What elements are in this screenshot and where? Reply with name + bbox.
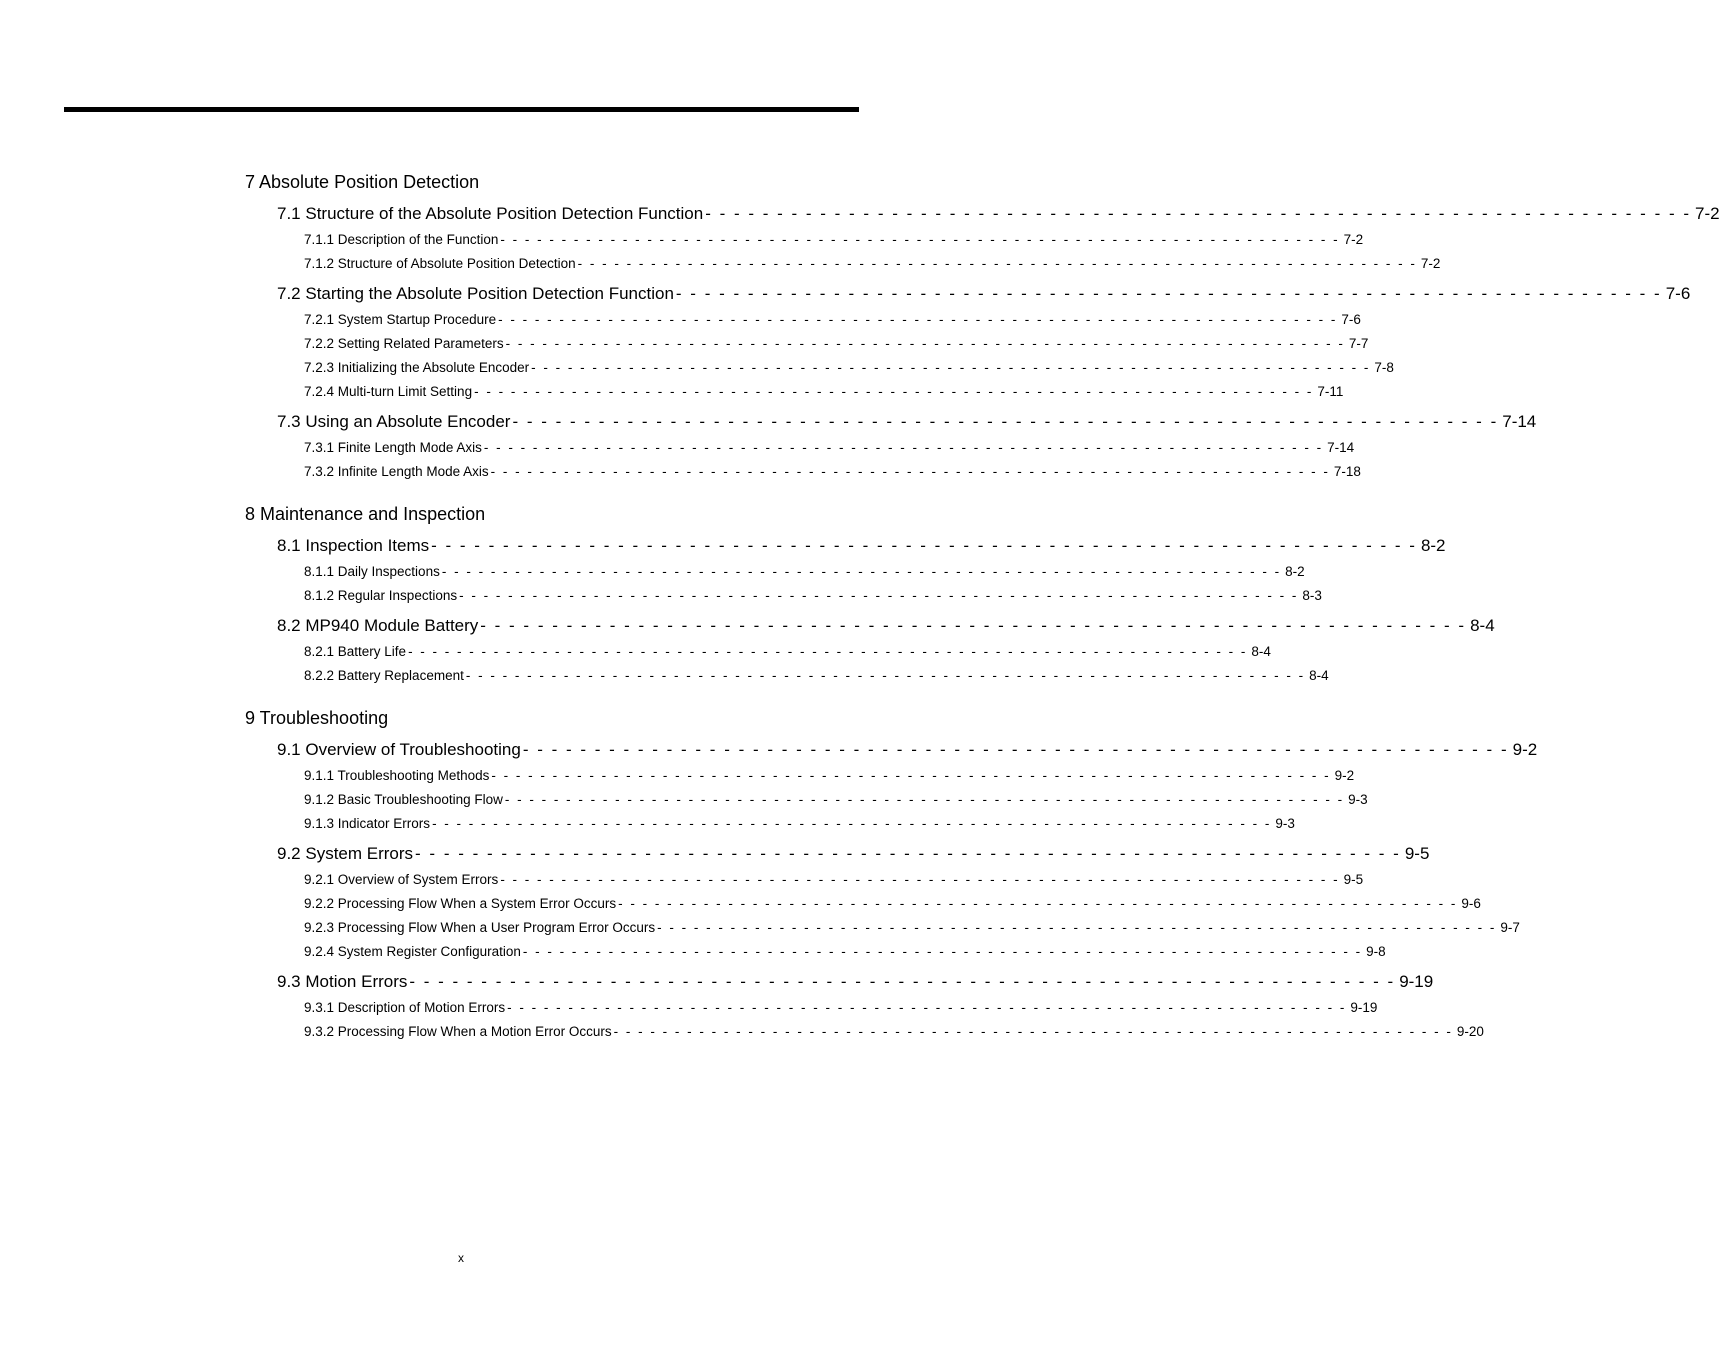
dot-leader: - - - - - - - - - - - - - - - - - - - - - - - - - - - - - - - - - - - - - - - - - - - - - - - - - - - - - - - - - - - - - - - - - - - - -: [505, 336, 1345, 351]
section-entry-label: 7.2 Starting the Absolute Position Detection Function: [277, 284, 674, 303]
header-rule: [64, 107, 859, 112]
subsection-entry-label: 7.2.1 System Startup Procedure: [304, 312, 497, 327]
subsection-entry-page: 7-6: [1341, 312, 1361, 327]
subsection-entry-label: 9.3.1 Description of Motion Errors: [304, 1000, 506, 1015]
subsection-entry-page: 9-3: [1275, 816, 1295, 831]
dot-leader: - - - - - - - - - - - - - - - - - - - - - - - - - - - - - - - - - - - - - - - - - - - - - - - - - - - - - - - - - - - - - - - - - - - - -: [500, 232, 1340, 247]
dot-leader: - - - - - - - - - - - - - - - - - - - - - - - - - - - - - - - - - - - - - - - - - - - - - - - - - - - - - - - - - - - - - - - - - - - - -: [459, 588, 1299, 603]
dot-leader: - - - - - - - - - - - - - - - - - - - - - - - - - - - - - - - - - - - - - - - - - - - - - - - - - - - - - - - - - - - - - - - - - - - - -: [465, 668, 1306, 683]
subsection-entry-page: 7-11: [1317, 384, 1344, 399]
subsection-entry-page: 9-8: [1366, 944, 1386, 959]
section-entry[interactable]: [277, 202, 1720, 226]
dot-leader: - - - - - - - - - - - - - - - - - - - - - - - - - - - - - - - - - - - - - - - - - - - - - - - - - - - - - - - - - - - - - - - - - - - - -: [408, 644, 1248, 659]
subsection-entry-label: 7.2.3 Initializing the Absolute Encoder: [304, 360, 530, 375]
dot-leader: - - - - - - - - - - - - - - - - - - - - - - - - - - - - - - - - - - - - - - - - - - - - - - - - - - - - - - - - - - - - - - - - - - - - -: [675, 284, 1662, 303]
section-entry-page: 9-19: [1399, 972, 1434, 991]
subsection-entry[interactable]: [304, 356, 1394, 380]
subsection-entry[interactable]: [304, 1020, 1484, 1044]
chapter-title[interactable]: 9 Troubleshooting: [245, 708, 389, 728]
dot-leader: - - - - - - - - - - - - - - - - - - - - - - - - - - - - - - - - - - - - - - - - - - - - - - - - - - - - - - - - - - - - - - - - - - - - -: [613, 1024, 1453, 1039]
toc-chapter: [245, 706, 1538, 1044]
subsection-entry[interactable]: [304, 788, 1368, 812]
subsection-entry[interactable]: [304, 812, 1295, 836]
subsection-entry[interactable]: [304, 332, 1369, 356]
section-entry[interactable]: [277, 534, 1446, 558]
section-entry-page: 7-6: [1665, 284, 1691, 303]
dot-leader: - - - - - - - - - - - - - - - - - - - - - - - - - - - - - - - - - - - - - - - - - - - - - - - - - - - - - - - - - - - - - - - - - - - - -: [441, 564, 1282, 579]
dot-leader: - - - - - - - - - - - - - - - - - - - - - - - - - - - - - - - - - - - - - - - - - - - - - - - - - - - - - - - - - - - - - - - - - - - - -: [491, 768, 1331, 783]
subsection-entry[interactable]: [304, 252, 1441, 276]
subsection-entry-page: 9-7: [1500, 920, 1520, 935]
subsection-entry[interactable]: [304, 380, 1344, 404]
section-entry[interactable]: [277, 842, 1430, 866]
section-entry-page: 7-14: [1502, 412, 1537, 431]
section-entry[interactable]: [277, 738, 1538, 762]
subsection-entry-label: 9.2.1 Overview of System Errors: [304, 872, 499, 887]
subsection-entry-page: 7-2: [1343, 232, 1364, 247]
subsection-entry-label: 9.1.3 Indicator Errors: [304, 816, 431, 831]
subsection-entry[interactable]: [304, 916, 1520, 940]
section-entry-label: 7.3 Using an Absolute Encoder: [277, 412, 511, 431]
section-entry-label: 8.2 MP940 Module Battery: [277, 616, 479, 635]
subsection-entry-page: 8-2: [1285, 564, 1305, 579]
subsection-entry-page: 9-2: [1334, 768, 1355, 783]
subsection-entry[interactable]: [304, 436, 1355, 460]
dot-leader: - - - - - - - - - - - - - - - - - - - - - - - - - - - - - - - - - - - - - - - - - - - - - - - - - - - - - - - - - - - - - - - - - - - - -: [504, 792, 1345, 807]
subsection-entry-page: 8-3: [1302, 588, 1322, 603]
subsection-entry-label: 9.1.1 Troubleshooting Methods: [304, 768, 490, 783]
subsection-entry[interactable]: [304, 940, 1386, 964]
toc-section: [245, 738, 1538, 836]
dot-leader: - - - - - - - - - - - - - - - - - - - - - - - - - - - - - - - - - - - - - - - - - - - - - - - - - - - - - - - - - - - - - - - - - - - - -: [577, 256, 1417, 271]
dot-leader: - - - - - - - - - - - - - - - - - - - - - - - - - - - - - - - - - - - - - - - - - - - - - - - - - - - - - - - - - - - - - - - - - - - - -: [483, 440, 1324, 455]
toc-section: [245, 410, 1537, 484]
toc-section: [245, 842, 1520, 964]
section-entry-page: 8-4: [1470, 616, 1495, 635]
page-number: x: [458, 1251, 464, 1265]
subsection-entry-page: 9-20: [1456, 1024, 1484, 1039]
subsection-entry-page: 7-2: [1420, 256, 1441, 271]
section-entry-page: 9-5: [1404, 844, 1430, 863]
table-of-contents: [245, 170, 1720, 1062]
dot-leader: - - - - - - - - - - - - - - - - - - - - - - - - - - - - - - - - - - - - - - - - - - - - - - - - - - - - - - - - - - - - - - - - - - - - -: [415, 844, 1401, 863]
subsection-entry-page: 7-7: [1348, 336, 1369, 351]
subsection-entry-page: 8-4: [1251, 644, 1271, 659]
section-entry-page: 9-2: [1512, 740, 1538, 759]
subsection-entry-page: 9-5: [1343, 872, 1364, 887]
dot-leader: - - - - - - - - - - - - - - - - - - - - - - - - - - - - - - - - - - - - - - - - - - - - - - - - - - - - - - - - - - - - - - - - - - - - -: [432, 816, 1272, 831]
dot-leader: - - - - - - - - - - - - - - - - - - - - - - - - - - - - - - - - - - - - - - - - - - - - - - - - - - - - - - - - - - - - - - - - - - - - -: [431, 536, 1417, 555]
section-entry[interactable]: [277, 614, 1495, 638]
subsection-entry-label: 9.2.3 Processing Flow When a User Program Error Occurs: [304, 920, 656, 935]
subsection-entry[interactable]: [304, 460, 1361, 484]
section-entry-label: 8.1 Inspection Items: [277, 536, 430, 555]
subsection-entry[interactable]: [304, 764, 1355, 788]
subsection-entry[interactable]: [304, 892, 1481, 916]
dot-leader: - - - - - - - - - - - - - - - - - - - - - - - - - - - - - - - - - - - - - - - - - - - - - - - - - - - - - - - - - - - - - - - - - - - - -: [507, 1000, 1347, 1015]
dot-leader: - - - - - - - - - - - - - - - - - - - - - - - - - - - - - - - - - - - - - - - - - - - - - - - - - - - - - - - - - - - - - - - - - - - - -: [531, 360, 1371, 375]
section-entry-label: 9.2 System Errors: [277, 844, 414, 863]
section-entry[interactable]: [277, 282, 1691, 306]
subsection-entry-page: 9-19: [1350, 1000, 1378, 1015]
subsection-entry-label: 9.1.2 Basic Troubleshooting Flow: [304, 792, 503, 807]
subsection-entry-label: 9.2.2 Processing Flow When a System Error Occurs: [304, 896, 617, 911]
dot-leader: - - - - - - - - - - - - - - - - - - - - - - - - - - - - - - - - - - - - - - - - - - - - - - - - - - - - - - - - - - - - - - - - - - - - -: [522, 740, 1509, 759]
subsection-entry-page: 8-4: [1309, 668, 1329, 683]
subsection-entry[interactable]: [304, 308, 1361, 332]
subsection-entry[interactable]: [304, 664, 1329, 688]
dot-leader: - - - - - - - - - - - - - - - - - - - - - - - - - - - - - - - - - - - - - - - - - - - - - - - - - - - - - - - - - - - - - - - - - - - - -: [500, 872, 1340, 887]
subsection-entry-page: 9-6: [1461, 896, 1481, 911]
section-entry-page: 7-2: [1695, 204, 1720, 223]
section-entry-page: 8-2: [1420, 536, 1446, 555]
section-entry-label: 9.3 Motion Errors: [277, 972, 408, 991]
subsection-entry-page: 7-14: [1327, 440, 1355, 455]
toc-section: [245, 970, 1484, 1044]
subsection-entry-label: 7.3.2 Infinite Length Mode Axis: [304, 464, 489, 479]
subsection-entry[interactable]: [304, 228, 1364, 252]
dot-leader: - - - - - - - - - - - - - - - - - - - - - - - - - - - - - - - - - - - - - - - - - - - - - - - - - - - - - - - - - - - - - - - - - - - - -: [705, 204, 1691, 223]
subsection-entry-label: 8.2.2 Battery Replacement: [304, 668, 464, 683]
subsection-entry-page: 7-8: [1374, 360, 1394, 375]
subsection-entry[interactable]: [304, 560, 1305, 584]
toc-section: [245, 614, 1495, 688]
subsection-entry[interactable]: [304, 640, 1271, 664]
dot-leader: - - - - - - - - - - - - - - - - - - - - - - - - - - - - - - - - - - - - - - - - - - - - - - - - - - - - - - - - - - - - - - - - - - - - -: [657, 920, 1497, 935]
toc-section: [245, 202, 1720, 276]
subsection-entry-label: 7.1.1 Description of the Function: [304, 232, 499, 247]
toc-chapter: [245, 170, 1720, 484]
subsection-entry-page: 7-18: [1333, 464, 1361, 479]
subsection-entry-label: 7.1.2 Structure of Absolute Position Detection: [304, 256, 576, 271]
dot-leader: - - - - - - - - - - - - - - - - - - - - - - - - - - - - - - - - - - - - - - - - - - - - - - - - - - - - - - - - - - - - - - - - - - - - -: [480, 616, 1467, 635]
chapter-title[interactable]: 8 Maintenance and Inspection: [245, 504, 486, 524]
subsection-entry-page: 9-3: [1348, 792, 1368, 807]
subsection-entry[interactable]: [304, 996, 1378, 1020]
dot-leader: - - - - - - - - - - - - - - - - - - - - - - - - - - - - - - - - - - - - - - - - - - - - - - - - - - - - - - - - - - - - - - - - - - - - -: [498, 312, 1338, 327]
toc-section: [245, 282, 1691, 404]
subsection-entry-label: 9.3.2 Processing Flow When a Motion Error Occurs: [304, 1024, 612, 1039]
subsection-entry-label: 8.1.1 Daily Inspections: [304, 564, 440, 579]
subsection-entry[interactable]: [304, 868, 1364, 892]
subsection-entry-label: 8.1.2 Regular Inspections: [304, 588, 458, 603]
subsection-entry-label: 8.2.1 Battery Life: [304, 644, 407, 659]
subsection-entry-label: 9.2.4 System Register Configuration: [304, 944, 521, 959]
subsection-entry-label: 7.3.1 Finite Length Mode Axis: [304, 440, 482, 455]
section-entry[interactable]: [277, 970, 1434, 994]
dot-leader: - - - - - - - - - - - - - - - - - - - - - - - - - - - - - - - - - - - - - - - - - - - - - - - - - - - - - - - - - - - - - - - - - - - - -: [512, 412, 1499, 431]
dot-leader: - - - - - - - - - - - - - - - - - - - - - - - - - - - - - - - - - - - - - - - - - - - - - - - - - - - - - - - - - - - - - - - - - - - - -: [490, 464, 1330, 479]
section-entry-label: 7.1 Structure of the Absolute Position Detection Function: [277, 204, 704, 223]
dot-leader: - - - - - - - - - - - - - - - - - - - - - - - - - - - - - - - - - - - - - - - - - - - - - - - - - - - - - - - - - - - - - - - - - - - - -: [618, 896, 1458, 911]
toc-section: [245, 534, 1446, 608]
subsection-entry-label: 7.2.4 Multi-turn Limit Setting: [304, 384, 473, 399]
dot-leader: - - - - - - - - - - - - - - - - - - - - - - - - - - - - - - - - - - - - - - - - - - - - - - - - - - - - - - - - - - - - - - - - - - - - -: [522, 944, 1363, 959]
section-entry[interactable]: [277, 410, 1537, 434]
subsection-entry[interactable]: [304, 584, 1322, 608]
chapter-title[interactable]: 7 Absolute Position Detection: [245, 172, 480, 192]
subsection-entry-label: 7.2.2 Setting Related Parameters: [304, 336, 504, 351]
section-entry-label: 9.1 Overview of Troubleshooting: [277, 740, 521, 759]
toc-chapter: [245, 502, 1495, 688]
dot-leader: - - - - - - - - - - - - - - - - - - - - - - - - - - - - - - - - - - - - - - - - - - - - - - - - - - - - - - - - - - - - - - - - - - - - -: [474, 384, 1314, 399]
dot-leader: - - - - - - - - - - - - - - - - - - - - - - - - - - - - - - - - - - - - - - - - - - - - - - - - - - - - - - - - - - - - - - - - - - - - -: [409, 972, 1396, 991]
